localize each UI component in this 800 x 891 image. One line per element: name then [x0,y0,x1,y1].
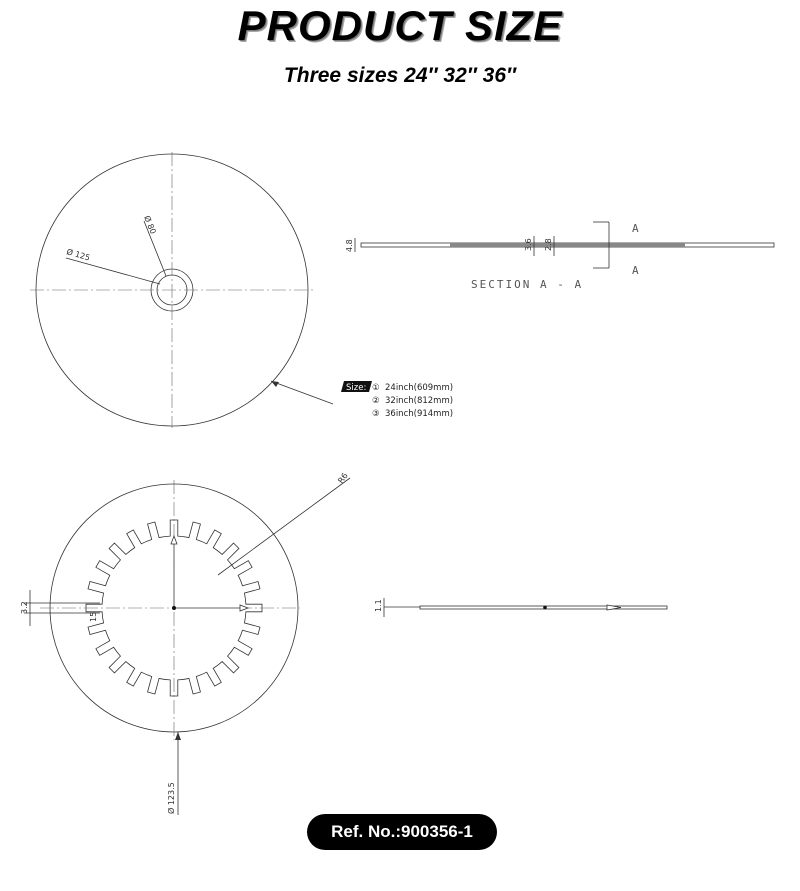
top-view [30,152,333,428]
dim-slot-depth: 15 [89,611,98,622]
legend-item-3: 36inch(914mm) [385,409,454,419]
side-center-dot [543,606,547,610]
legend-num-2: ② [372,396,380,406]
dim-section-right-gap: 2.8 [544,238,553,251]
arrow-axis-v [171,536,177,544]
leader-outer [271,381,333,404]
dim-pitch-circle: Ø 125 [65,247,92,263]
legend-num-1: ① [372,383,380,393]
arrow-center-circle [175,732,181,740]
dim-side-thickness: 1.1 [374,599,383,612]
leader-r6 [218,478,350,575]
section-view [345,222,774,291]
arrow-outer [271,381,279,387]
dim-section-left-gap: 3.6 [524,238,533,251]
legend-item-1: 24inch(609mm) [385,383,454,393]
size-badge: Size: [346,383,367,393]
section-marker-bottom: A [632,264,641,277]
dim-slot-width: 3.2 [20,601,29,614]
side-view [374,598,667,617]
bottom-center-dot [172,606,176,610]
legend-num-3: ③ [372,409,380,419]
dim-section-thickness: 4.8 [345,239,354,252]
size-legend [341,381,453,419]
dim-inner-hole: Ø 80 [142,214,158,236]
arrow-axis-h [240,605,248,611]
page-title: PRODUCT SIZE [237,2,563,49]
leader-pitch [66,258,160,284]
section-hatch [450,243,685,247]
bottom-view [20,471,350,815]
section-label: SECTION A - A [471,278,584,291]
section-marker-top: A [632,222,641,235]
dim-center-circle: Ø 123.5 [167,782,176,814]
ref-number-badge: Ref. No.:900356-1 [307,814,497,850]
legend-item-2: 32inch(812mm) [385,396,454,406]
dim-r6: R6 [336,471,350,486]
page-subtitle: Three sizes 24″ 32″ 36″ [283,64,517,87]
